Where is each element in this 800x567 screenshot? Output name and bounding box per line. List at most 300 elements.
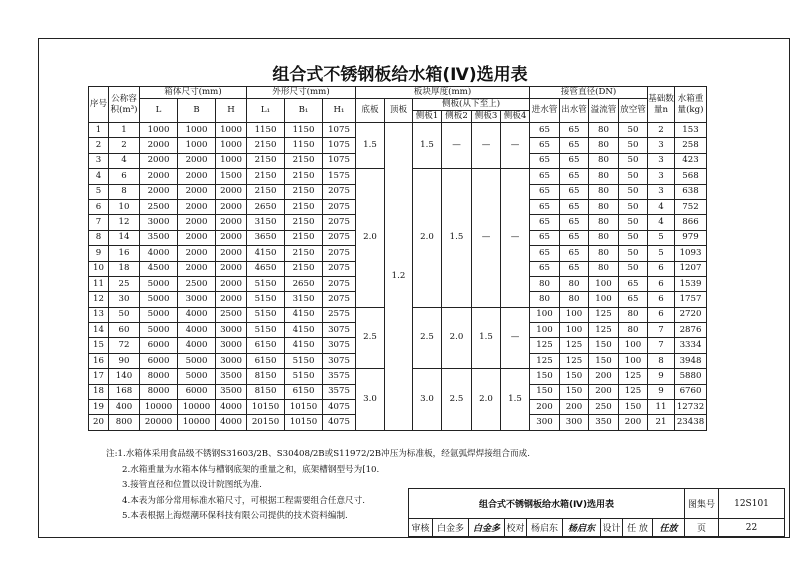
cell-B1: 1150 [285,123,323,138]
cell-volume: 14 [109,230,140,245]
cell-outlet: 80 [560,292,589,307]
review-label: 审核 [409,519,433,537]
cell-B1: 6150 [285,384,323,399]
cell-L: 3000 [140,215,178,230]
cell-drain: 50 [619,261,648,276]
cell-L: 5000 [140,307,178,322]
cell-L1: 5150 [247,276,285,291]
cell-L: 2000 [140,138,178,153]
cell-seq: 4 [89,169,109,184]
cell-drain: 50 [619,184,648,199]
title-block [408,488,785,537]
cell-base: 5 [648,246,675,261]
cell-B: 2000 [178,215,216,230]
cell-drain: 50 [619,138,648,153]
cell-base: 5 [648,230,675,245]
header-B: B [178,99,216,123]
cell-L1: 20150 [247,415,285,430]
cell-H1: 2075 [323,246,356,261]
cell-L1: 8150 [247,369,285,384]
cell-side4: — [501,123,530,169]
cell-overflow: 80 [589,261,619,276]
cell-H1: 2075 [323,230,356,245]
cell-seq: 9 [89,246,109,261]
cell-B1: 4150 [285,323,323,338]
header-weight: 水箱重量(kg) [675,87,707,123]
cell-H1: 1075 [323,153,356,168]
note-line: 2.水箱重量为水箱本体与槽钢底架的重量之和，底架槽钢型号为[10. [122,464,380,475]
cell-drain: 100 [619,338,648,353]
cell-B: 4000 [178,338,216,353]
cell-drain: 100 [619,353,648,368]
cell-side3: — [472,123,501,169]
header-plate: 板块厚度(mm) [356,87,530,99]
designer-signature: 任放 [653,519,685,537]
atlas-label: 图集号 [685,489,719,519]
cell-drain: 125 [619,384,648,399]
header-L1: L₁ [247,99,285,123]
cell-weight: 258 [675,138,707,153]
cell-weight: 3334 [675,338,707,353]
cell-side4: — [501,307,530,369]
cell-weight: 752 [675,199,707,214]
header-seq: 序号 [89,87,109,123]
cell-L: 2000 [140,184,178,199]
header-top: 顶板 [385,99,413,123]
cell-H: 2000 [216,199,247,214]
cell-drain: 200 [619,415,648,430]
cell-weight: 153 [675,123,707,138]
cell-seq: 13 [89,307,109,322]
cell-H1: 2575 [323,307,356,322]
header-base: 基础数量n [648,87,675,123]
cell-seq: 8 [89,230,109,245]
cell-L: 3500 [140,230,178,245]
cell-inlet: 65 [530,261,560,276]
cell-L1: 1150 [247,123,285,138]
cell-inlet: 125 [530,353,560,368]
cell-weight: 1539 [675,276,707,291]
cell-seq: 2 [89,138,109,153]
cell-seq: 20 [89,415,109,430]
cell-L: 10000 [140,400,178,415]
atlas-number: 12S101 [719,489,785,519]
cell-L1: 3150 [247,215,285,230]
cell-B1: 10150 [285,400,323,415]
cell-H: 2000 [216,261,247,276]
cell-seq: 3 [89,153,109,168]
cell-drain: 50 [619,230,648,245]
cell-overflow: 125 [589,307,619,322]
cell-B1: 2150 [285,215,323,230]
cell-overflow: 80 [589,138,619,153]
cell-H: 4000 [216,400,247,415]
cell-H1: 1075 [323,123,356,138]
cell-H1: 1575 [323,169,356,184]
cell-B: 10000 [178,400,216,415]
cell-B1: 2650 [285,276,323,291]
cell-H1: 2075 [323,215,356,230]
cell-overflow: 250 [589,400,619,415]
cell-H1: 2075 [323,261,356,276]
header-L: L [140,99,178,123]
page-number: 22 [719,519,785,537]
cell-weight: 1757 [675,292,707,307]
cell-volume: 2 [109,138,140,153]
cell-overflow: 125 [589,323,619,338]
cell-B1: 5150 [285,369,323,384]
cell-seq: 17 [89,369,109,384]
cell-L1: 10150 [247,400,285,415]
cell-inlet: 200 [530,400,560,415]
header-side4: 侧板4 [501,111,530,123]
cell-base: 3 [648,153,675,168]
cell-L: 8000 [140,384,178,399]
cell-side2: 1.5 [442,169,472,308]
cell-seq: 7 [89,215,109,230]
cell-H1: 3075 [323,353,356,368]
cell-side2: 2.5 [442,369,472,431]
header-H1: H₁ [323,99,356,123]
cell-overflow: 150 [589,353,619,368]
note-line: 注:1.水箱体采用食品级不锈钢S31603/2B、S30408/2B或S11972/2B冲压为标准板，经氩弧焊焊接组合而成. [106,449,530,459]
cell-overflow: 80 [589,184,619,199]
cell-L1: 8150 [247,384,285,399]
cell-volume: 140 [109,369,140,384]
cell-outlet: 100 [560,307,589,322]
cell-L: 2000 [140,169,178,184]
cell-inlet: 100 [530,307,560,322]
header-overflow: 溢流管 [589,99,619,123]
cell-seq: 6 [89,199,109,214]
cell-side2: — [442,123,472,169]
cell-base: 3 [648,184,675,199]
header-outer: 外形尺寸(mm) [247,87,356,99]
cell-H1: 3075 [323,338,356,353]
cell-outlet: 65 [560,199,589,214]
cell-volume: 10 [109,199,140,214]
cell-seq: 19 [89,400,109,415]
cell-H1: 3075 [323,323,356,338]
cell-drain: 65 [619,292,648,307]
cell-L: 2000 [140,153,178,168]
cell-B: 2000 [178,246,216,261]
cell-overflow: 350 [589,415,619,430]
cell-overflow: 100 [589,292,619,307]
reviewer-signature: 白金多 [469,519,505,537]
designer-name: 任 放 [623,519,653,537]
cell-B: 1000 [178,138,216,153]
design-label: 设计 [601,519,623,537]
cell-H: 4000 [216,415,247,430]
cell-overflow: 80 [589,230,619,245]
check-label: 校对 [505,519,527,537]
cell-B: 4000 [178,323,216,338]
cell-volume: 400 [109,400,140,415]
cell-inlet: 65 [530,215,560,230]
cell-outlet: 65 [560,123,589,138]
cell-L: 6000 [140,338,178,353]
cell-side2: 2.0 [442,307,472,369]
cell-B: 2000 [178,153,216,168]
checker-signature: 杨启东 [563,519,601,537]
cell-H: 3000 [216,323,247,338]
cell-B1: 2150 [285,169,323,184]
cell-inlet: 65 [530,123,560,138]
cell-L1: 2150 [247,153,285,168]
cell-B1: 2150 [285,261,323,276]
cell-inlet: 150 [530,384,560,399]
cell-overflow: 80 [589,199,619,214]
cell-overflow: 80 [589,123,619,138]
cell-volume: 90 [109,353,140,368]
cell-outlet: 65 [560,246,589,261]
cell-inlet: 150 [530,369,560,384]
cell-L: 4500 [140,261,178,276]
cell-volume: 6 [109,169,140,184]
cell-L1: 6150 [247,338,285,353]
cell-drain: 150 [619,400,648,415]
cell-inlet: 100 [530,323,560,338]
cell-L: 2500 [140,199,178,214]
cell-B1: 2150 [285,199,323,214]
cell-B: 6000 [178,384,216,399]
cell-outlet: 200 [560,400,589,415]
cell-weight: 2876 [675,323,707,338]
cell-B: 2000 [178,261,216,276]
page-label: 页 [685,519,719,537]
cell-base: 8 [648,353,675,368]
cell-outlet: 65 [560,230,589,245]
cell-inlet: 65 [530,184,560,199]
cell-volume: 8 [109,184,140,199]
cell-bottom-thickness: 3.0 [356,369,385,431]
table-row [89,123,707,138]
cell-outlet: 150 [560,384,589,399]
cell-volume: 72 [109,338,140,353]
cell-weight: 12732 [675,400,707,415]
cell-B: 2000 [178,199,216,214]
cell-base: 6 [648,307,675,322]
cell-drain: 50 [619,123,648,138]
cell-inlet: 65 [530,246,560,261]
cell-side1: 3.0 [413,369,442,431]
cell-outlet: 65 [560,153,589,168]
cell-overflow: 80 [589,169,619,184]
cell-overflow: 200 [589,384,619,399]
cell-base: 2 [648,123,675,138]
cell-overflow: 100 [589,276,619,291]
cell-H: 3000 [216,338,247,353]
cell-H: 2000 [216,215,247,230]
cell-side1: 2.0 [413,169,442,308]
header-side: 侧板(从下至上) [413,99,530,111]
cell-B: 5000 [178,369,216,384]
cell-inlet: 65 [530,138,560,153]
cell-B1: 5150 [285,353,323,368]
cell-drain: 65 [619,276,648,291]
selection-table [88,86,707,431]
header-pipe: 接管直径(DN) [530,87,648,99]
cell-inlet: 80 [530,276,560,291]
cell-weight: 6760 [675,384,707,399]
cell-volume: 18 [109,261,140,276]
cell-B: 10000 [178,415,216,430]
cell-seq: 1 [89,123,109,138]
cell-weight: 638 [675,184,707,199]
cell-B: 3000 [178,292,216,307]
cell-H1: 4075 [323,415,356,430]
cell-outlet: 65 [560,215,589,230]
cell-H1: 3575 [323,384,356,399]
cell-H: 2000 [216,230,247,245]
cell-volume: 50 [109,307,140,322]
cell-side4: 1.5 [501,369,530,431]
cell-B1: 2150 [285,230,323,245]
note-line: 5.本表根据上海煜潮环保科技有限公司提供的技术资料编制. [122,511,348,522]
cell-L1: 2650 [247,199,285,214]
header-volume: 公称容积(m³) [109,87,140,123]
cell-outlet: 100 [560,323,589,338]
cell-H1: 2075 [323,184,356,199]
cell-H: 1000 [216,153,247,168]
cell-seq: 15 [89,338,109,353]
cell-B: 2000 [178,184,216,199]
cell-weight: 2720 [675,307,707,322]
cell-L: 5000 [140,292,178,307]
cell-H1: 2075 [323,292,356,307]
cell-volume: 800 [109,415,140,430]
cell-bottom-thickness: 2.0 [356,169,385,308]
cell-weight: 23438 [675,415,707,430]
cell-outlet: 65 [560,138,589,153]
cell-base: 4 [648,215,675,230]
cell-side3: 1.5 [472,307,501,369]
cell-base: 11 [648,400,675,415]
cell-L: 5000 [140,323,178,338]
cell-H: 3500 [216,384,247,399]
cell-L1: 2150 [247,138,285,153]
cell-seq: 12 [89,292,109,307]
cell-B1: 4150 [285,338,323,353]
cell-outlet: 65 [560,261,589,276]
header-box: 箱体尺寸(mm) [140,87,247,99]
header-B1: B₁ [285,99,323,123]
cell-drain: 50 [619,153,648,168]
cell-overflow: 200 [589,369,619,384]
cell-H1: 4075 [323,400,356,415]
cell-L1: 2150 [247,169,285,184]
header-side1: 侧板1 [413,111,442,123]
cell-volume: 30 [109,292,140,307]
cell-base: 6 [648,276,675,291]
cell-side3: 2.0 [472,369,501,431]
cell-B: 4000 [178,307,216,322]
cell-seq: 5 [89,184,109,199]
header-drain: 放空管 [619,99,648,123]
cell-overflow: 80 [589,215,619,230]
cell-volume: 60 [109,323,140,338]
cell-B: 1000 [178,123,216,138]
cell-base: 3 [648,138,675,153]
note-line: 3.接管直径和位置以设计院图纸为准. [122,480,262,491]
cell-L1: 4150 [247,246,285,261]
cell-H: 2000 [216,276,247,291]
cell-inlet: 65 [530,153,560,168]
cell-B1: 2150 [285,153,323,168]
cell-H: 3000 [216,353,247,368]
header-inlet: 进水管 [530,99,560,123]
cell-H: 1500 [216,169,247,184]
reviewer-name: 白金多 [433,519,469,537]
cell-volume: 16 [109,246,140,261]
cell-side1: 2.5 [413,307,442,369]
cell-seq: 14 [89,323,109,338]
cell-inlet: 300 [530,415,560,430]
cell-outlet: 125 [560,353,589,368]
cell-B: 5000 [178,353,216,368]
cell-outlet: 65 [560,169,589,184]
cell-bottom-thickness: 2.5 [356,307,385,369]
cell-B1: 3150 [285,292,323,307]
header-H: H [216,99,247,123]
cell-H1: 1075 [323,138,356,153]
cell-base: 7 [648,338,675,353]
cell-side3: — [472,169,501,308]
cell-drain: 80 [619,323,648,338]
cell-L: 8000 [140,369,178,384]
cell-seq: 18 [89,384,109,399]
cell-volume: 12 [109,215,140,230]
cell-B: 2500 [178,276,216,291]
cell-side1: 1.5 [413,123,442,169]
page-title: 组合式不锈钢板给水箱(Ⅳ)选用表 [272,65,528,85]
cell-weight: 866 [675,215,707,230]
cell-drain: 125 [619,369,648,384]
cell-side4: — [501,169,530,308]
cell-base: 6 [648,261,675,276]
header-outlet: 出水管 [560,99,589,123]
cell-seq: 11 [89,276,109,291]
cell-L: 6000 [140,353,178,368]
cell-weight: 979 [675,230,707,245]
cell-L1: 5150 [247,323,285,338]
cell-top-thickness: 1.2 [385,123,413,431]
cell-H: 3500 [216,369,247,384]
cell-B1: 10150 [285,415,323,430]
cell-outlet: 65 [560,184,589,199]
cell-bottom-thickness: 1.5 [356,123,385,169]
header-side2: 侧板2 [442,111,472,123]
cell-L1: 4650 [247,261,285,276]
cell-weight: 1093 [675,246,707,261]
cell-overflow: 150 [589,338,619,353]
cell-L: 4000 [140,246,178,261]
cell-inlet: 80 [530,292,560,307]
cell-volume: 25 [109,276,140,291]
cell-overflow: 80 [589,246,619,261]
cell-base: 4 [648,199,675,214]
cell-L1: 2150 [247,184,285,199]
cell-base: 3 [648,169,675,184]
cell-H1: 2075 [323,276,356,291]
cell-volume: 4 [109,153,140,168]
cell-L1: 6150 [247,353,285,368]
cell-inlet: 125 [530,338,560,353]
cell-drain: 50 [619,246,648,261]
cell-H: 2000 [216,292,247,307]
cell-B1: 4150 [285,307,323,322]
